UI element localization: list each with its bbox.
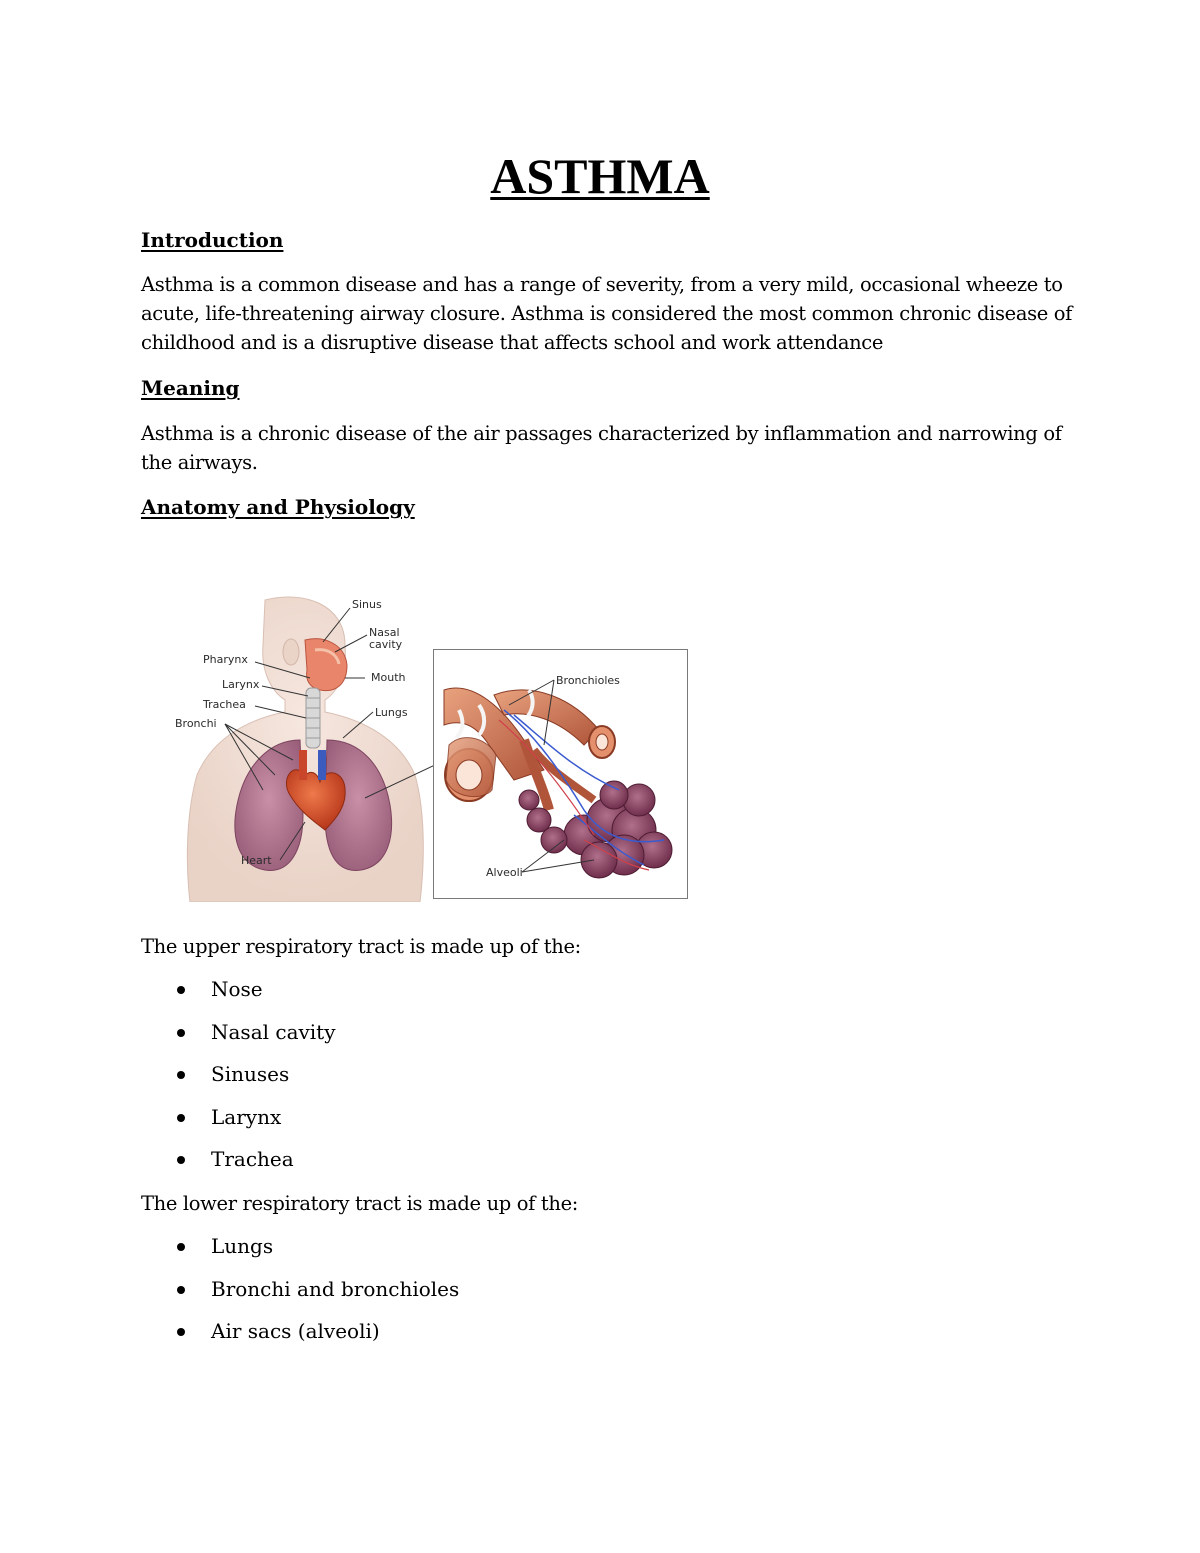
respiratory-system-illustration <box>175 590 435 902</box>
list-item-text: Bronchi and bronchioles <box>211 1276 460 1301</box>
upper-tract-intro <box>141 932 1071 961</box>
label-bronchioles: Bronchioles <box>556 674 620 687</box>
list-item-text: Air sacs (alveoli) <box>211 1319 380 1343</box>
meaning-paragraph <box>141 419 1071 477</box>
bullet-icon <box>177 986 185 994</box>
label-lungs: Lungs <box>375 706 408 719</box>
list-item-text: Larynx <box>211 1104 282 1129</box>
label-nasal: Nasal <box>369 626 400 639</box>
introduction-line: acute, life-threatening airway closure. Asthma is considered the most common chronic disease of <box>141 302 1073 325</box>
list-item-text: Nasal cavity <box>211 1019 336 1044</box>
list-item-text: Lungs <box>211 1234 274 1258</box>
list-item-text: Sinuses <box>211 1062 290 1086</box>
label-mouth: Mouth <box>371 671 406 684</box>
anatomy-heading: Anatomy and Physiology <box>141 495 415 519</box>
bullet-icon <box>177 1328 185 1336</box>
upper-tract-intro-text: The upper respiratory tract is made up of the: <box>141 935 581 958</box>
bullet-icon <box>177 1114 185 1122</box>
lower-tract-intro <box>141 1189 1071 1218</box>
bullet-icon <box>177 1243 185 1251</box>
label-larynx: Larynx <box>222 678 260 691</box>
label-cavity: cavity <box>369 638 403 651</box>
label-bronchi: Bronchi <box>175 717 217 730</box>
bullet-icon <box>177 1029 185 1037</box>
label-sinus: Sinus <box>352 598 382 611</box>
introduction-paragraph <box>141 270 1071 357</box>
bullet-icon <box>177 1071 185 1079</box>
introduction-line: childhood and is a disruptive disease that affects school and work attendance <box>141 331 884 354</box>
introduction-heading: Introduction <box>141 228 284 252</box>
list-item-text: Nose <box>211 977 263 1001</box>
label-pharynx: Pharynx <box>203 653 248 666</box>
document-title: ASTHMA <box>490 148 710 204</box>
meaning-heading: Meaning <box>141 376 240 400</box>
lower-tract-intro-text: The lower respiratory tract is made up of the: <box>141 1192 578 1215</box>
bronchioles-alveoli-illustration <box>433 649 688 899</box>
label-trachea: Trachea <box>203 698 246 711</box>
label-heart: Heart <box>241 854 272 867</box>
introduction-line: Asthma is a common disease and has a range of severity, from a very mild, occasional wheeze to <box>141 273 1063 296</box>
meaning-line: Asthma is a chronic disease of the air passages characterized by inflammation and narrowing of <box>141 422 1062 445</box>
bullet-icon <box>177 1156 185 1164</box>
bullet-icon <box>177 1286 185 1294</box>
label-alveoli: Alveoli <box>486 866 523 879</box>
meaning-line: the airways. <box>141 451 258 474</box>
list-item-text: Trachea <box>211 1147 294 1171</box>
